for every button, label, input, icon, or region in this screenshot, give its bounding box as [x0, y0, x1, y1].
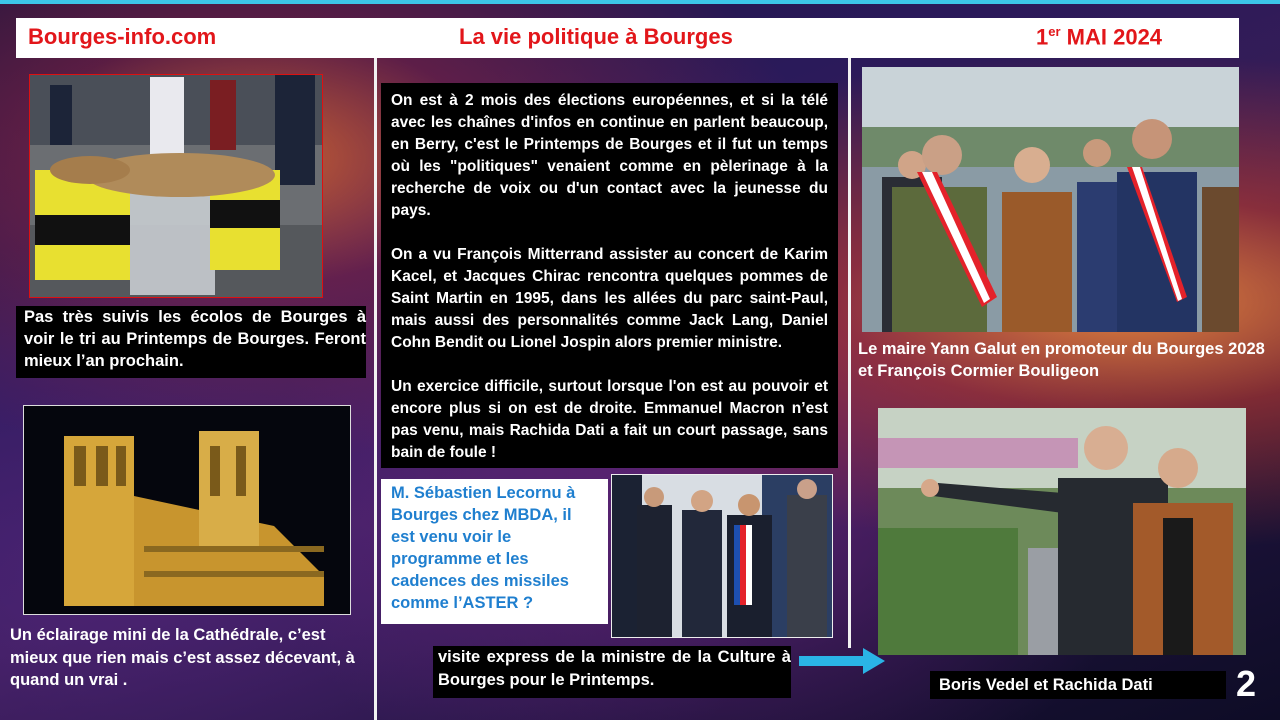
- column-divider-left: [374, 58, 377, 720]
- photo-ecolos-tri: [29, 74, 323, 298]
- issue-date: 1er MAI 2024: [1036, 24, 1163, 50]
- column-divider-right: [848, 58, 851, 648]
- caption-ecolos: Pas très suivis les écolos de Bourges à voir le tri au Printemps de Bourges. Feront mieux l’an prochain.: [16, 306, 366, 378]
- photo-lecornu-mbda: [611, 474, 833, 638]
- photo-cathedrale: [23, 405, 351, 615]
- caption-cathedrale: Un éclairage mini de la Cathédrale, c’est mieux que rien mais c’est assez décevant, à quand un vrai .: [10, 626, 355, 689]
- page-title: La vie politique à Bourges: [459, 24, 733, 49]
- header-bar: [16, 18, 1239, 58]
- caption-vedel: Boris Vedel et Rachida Dati: [930, 671, 1226, 699]
- caption-lecornu: M. Sébastien Lecornu à Bourges chez MBDA, il est venu voir le programme et les cadences des missiles comme l’ASTER ?: [381, 479, 608, 624]
- article-paragraph-1: On est à 2 mois des élections européennes, et si la télé avec les chaînes d'infos en continue en parlent beaucoup, en Berry, c'est le Printemps de Bourges et il fut un temps où les "politiques" venaient comme en pèlerinage à la recherche de voix ou d'un contact avec la jeunesse du pays.: [391, 92, 828, 219]
- photo-maire-galut: [862, 67, 1239, 332]
- arrow-right-icon: [799, 646, 887, 676]
- article-text: [381, 83, 838, 468]
- caption-maire: Le maire Yann Galut en promoteur du Bourges 2028 et François Cormier Bouligeon: [858, 340, 1265, 380]
- site-name[interactable]: Bourges-info.com: [28, 24, 217, 49]
- article-paragraph-2: On a vu François Mitterrand assister au concert de Karim Kacel, et Jacques Chirac rencontra quelques pommes de Saint Martin en 1995, dans les allées du parc saint-Paul, mais aussi des personnalités comme Jack Lang, Daniel Cohn Bendit ou Lionel Jospin alors premier ministre.: [391, 246, 828, 351]
- article-paragraph-3: Un exercice difficile, surtout lorsque l'on est au pouvoir et encore plus si on est de droite. Emmanuel Macron n’est pas venu, mais Rachida Dati a fait un court passage, sans bain de foule !: [391, 378, 828, 461]
- page-number: 2: [1236, 663, 1257, 704]
- photo-vedel-dati: [878, 408, 1246, 655]
- caption-ministre: visite express de la ministre de la Culture à Bourges pour le Printemps.: [433, 646, 791, 698]
- top-accent-line: [0, 0, 1280, 4]
